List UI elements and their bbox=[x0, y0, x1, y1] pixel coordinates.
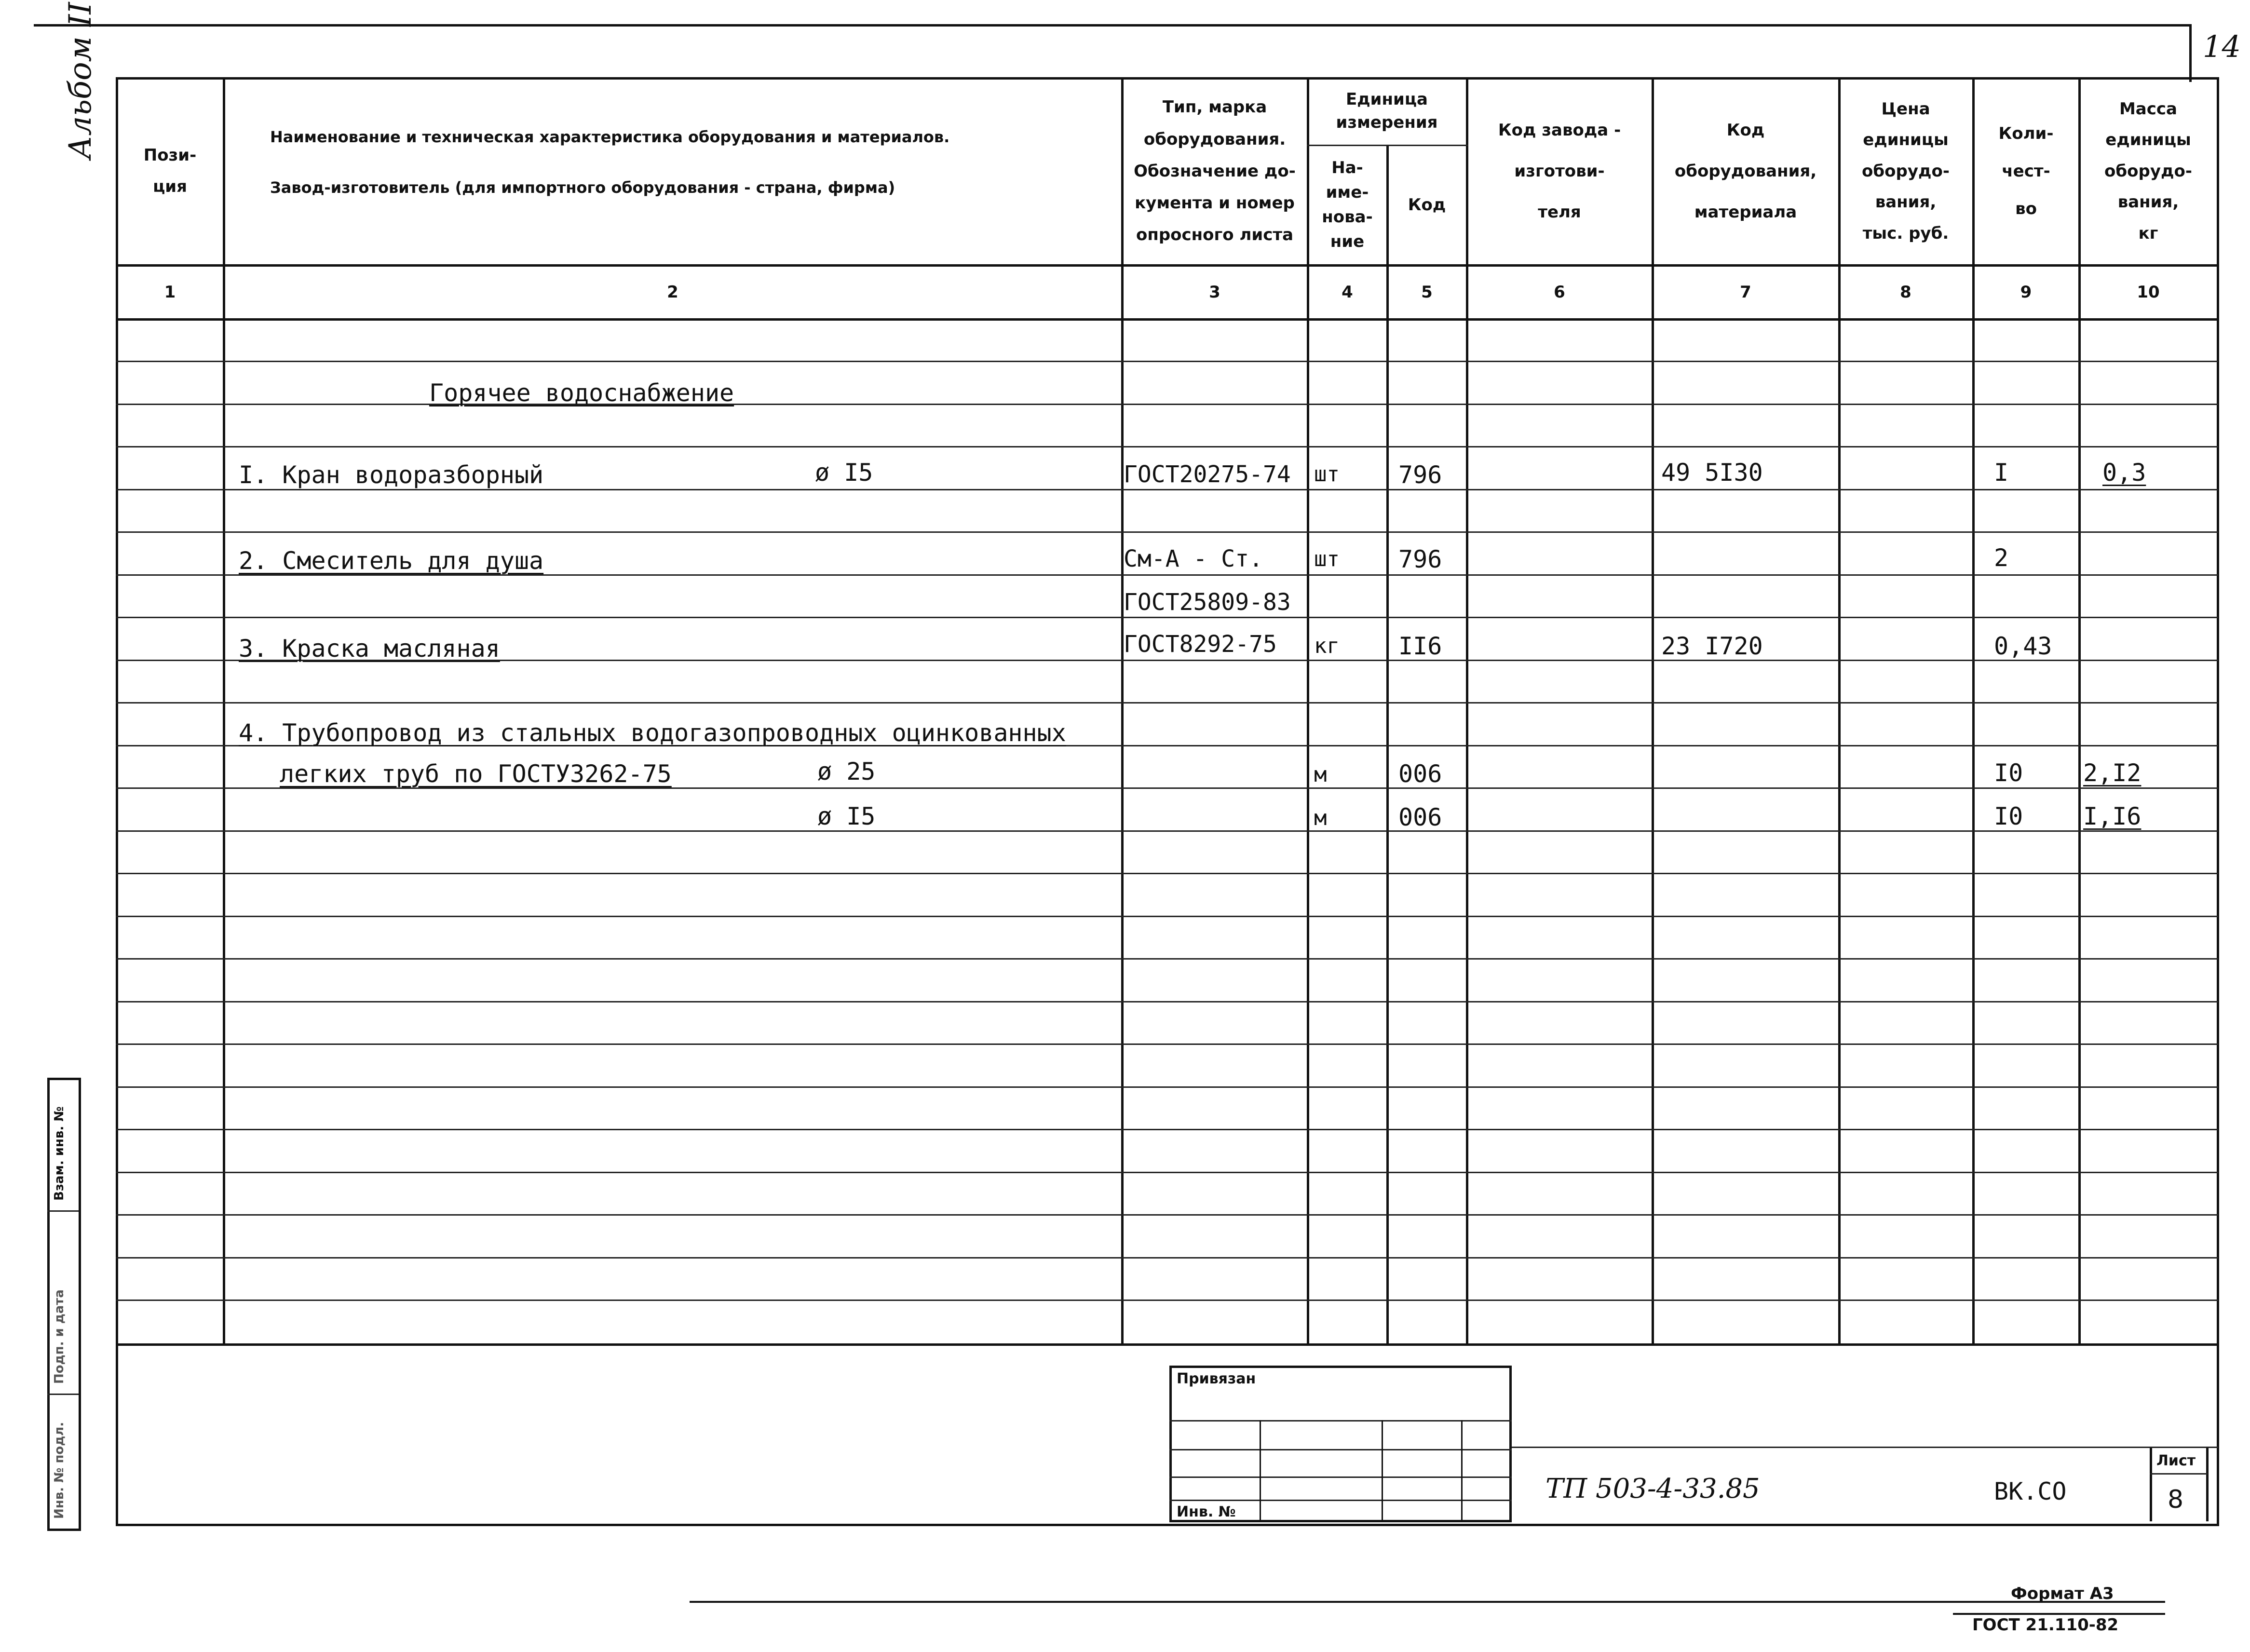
header-equipment-code: Код оборудования, материала bbox=[1674, 120, 1817, 222]
row-3-type: ГОСТ8292-75 bbox=[1124, 631, 1277, 658]
column-number: 9 bbox=[2020, 282, 2032, 302]
row-3-unit: кг bbox=[1314, 634, 1340, 658]
ruled-line bbox=[116, 1214, 2218, 1216]
corner-divider bbox=[2189, 24, 2192, 82]
header-unit-group: Единица измерения bbox=[1336, 90, 1438, 132]
row-3-equipment-code: 23 I720 bbox=[1661, 632, 1763, 660]
ruled-line bbox=[116, 1257, 2218, 1259]
row-4a-unit-code: 006 bbox=[1398, 760, 1442, 788]
row-2-unit: шт bbox=[1314, 547, 1340, 571]
row-2-unit-code: 796 bbox=[1398, 545, 1442, 573]
row-1-diameter: ø I5 bbox=[815, 459, 873, 487]
binding-stamp bbox=[1169, 1366, 1512, 1522]
row-1-unit-code: 796 bbox=[1398, 461, 1442, 489]
ruled-line bbox=[116, 830, 2218, 832]
ruled-line bbox=[116, 1043, 2218, 1045]
sheet-label: Лист bbox=[2156, 1452, 2196, 1469]
row-4b-diameter: ø I5 bbox=[817, 802, 876, 830]
row-2-quantity: 2 bbox=[1994, 544, 2009, 572]
sheet-number: 8 bbox=[2168, 1485, 2184, 1514]
row-1-name: I. Кран водоразборный bbox=[239, 461, 544, 489]
ruled-line bbox=[116, 958, 2218, 960]
ruled-line bbox=[116, 1001, 2218, 1002]
column-number: 6 bbox=[1554, 282, 1565, 302]
ruled-line bbox=[116, 1129, 2218, 1130]
gost-label: ГОСТ 21.110-82 bbox=[1972, 1615, 2119, 1635]
row-2-type: См-А - Ст. bbox=[1124, 545, 1263, 572]
row-1-mass: 0,3 bbox=[2102, 459, 2146, 487]
row-4a-quantity: I0 bbox=[1994, 759, 2023, 787]
ruled-line bbox=[116, 873, 2218, 874]
row-1-type: ГОСТ20275-74 bbox=[1124, 461, 1291, 488]
footer-rule bbox=[690, 1601, 2165, 1603]
header-position: Пози- ция bbox=[143, 146, 197, 196]
row-4a-diameter: ø 25 bbox=[817, 758, 876, 785]
ruled-line bbox=[116, 489, 2218, 490]
header-name-line2: Завод-изготовитель (для импортного оборудования - страна, фирма) bbox=[270, 178, 895, 197]
row-4a-unit: м bbox=[1314, 762, 1327, 787]
margin-label-vzam: Взам. инв. № bbox=[52, 1106, 67, 1201]
column-number: 4 bbox=[1342, 282, 1353, 302]
column-number: 7 bbox=[1740, 282, 1751, 302]
row-4b-unit: м bbox=[1314, 806, 1327, 830]
header-unit-name: На- име- нова- ние bbox=[1322, 158, 1373, 251]
row-1-quantity: I bbox=[1994, 459, 2009, 487]
ruled-line bbox=[116, 1172, 2218, 1173]
header-factory-code: Код завода - изготови- теля bbox=[1498, 120, 1621, 222]
margin-label-inv: Инв. № подл. bbox=[52, 1422, 67, 1519]
row-4b-mass: I,I6 bbox=[2083, 802, 2142, 830]
column-number: 3 bbox=[1209, 282, 1220, 302]
ruled-line bbox=[116, 446, 2218, 447]
document-mark: ВК.СО bbox=[1994, 1477, 2067, 1505]
row-4a-mass: 2,I2 bbox=[2083, 759, 2142, 787]
column-number: 10 bbox=[2137, 282, 2160, 302]
column-number: 5 bbox=[1421, 282, 1433, 302]
header-unit-code: Код bbox=[1408, 195, 1446, 215]
row-4a-name: легких труб по ГОСТУ3262-75 bbox=[280, 760, 672, 788]
album-signature: Альбом II bbox=[63, 2, 98, 159]
row-4-name: 4. Трубопровод из стальных водогазопроводных оцинкованных bbox=[239, 719, 1066, 747]
column-number: 8 bbox=[1900, 282, 1911, 302]
margin-label-podp: Подп. и дата bbox=[52, 1289, 67, 1384]
ruled-line bbox=[116, 617, 2218, 618]
privyazan-label: Привязан bbox=[1177, 1370, 1256, 1387]
header-quantity: Коли- чест- во bbox=[1998, 123, 2054, 219]
row-2b-type: ГОСТ25809-83 bbox=[1124, 589, 1291, 616]
format-label: Формат А3 bbox=[2011, 1584, 2114, 1603]
sheet-corner-number: 14 bbox=[2203, 29, 2241, 64]
row-4b-unit-code: 006 bbox=[1398, 803, 1442, 831]
ruled-line bbox=[116, 361, 2218, 362]
document-code: ТП 503-4-33.85 bbox=[1545, 1473, 1760, 1504]
row-1-equipment-code: 49 5I30 bbox=[1661, 459, 1763, 487]
ruled-line bbox=[116, 531, 2218, 533]
header-name-line1: Наименование и техническая характеристика оборудования и материалов. bbox=[270, 128, 950, 146]
section-title: Горячее водоснабжение bbox=[429, 379, 734, 407]
row-3-quantity: 0,43 bbox=[1994, 632, 2052, 660]
ruled-line bbox=[116, 702, 2218, 704]
row-2-name: 2. Смеситель для душа bbox=[239, 547, 544, 575]
row-1-unit: шт bbox=[1314, 462, 1340, 487]
header-mass: Масса единицы оборудо- вания, кг bbox=[2104, 99, 2192, 243]
inv-no-label: Инв. № bbox=[1177, 1503, 1236, 1520]
ruled-line bbox=[116, 916, 2218, 917]
row-4b-quantity: I0 bbox=[1994, 802, 2023, 830]
row-3-unit-code: II6 bbox=[1398, 632, 1442, 660]
row-3-name: 3. Краска масляная bbox=[239, 635, 500, 663]
ruled-line bbox=[116, 1086, 2218, 1088]
header-price: Цена единицы оборудо- вания, тыс. руб. bbox=[1862, 99, 1950, 243]
column-number: 2 bbox=[667, 282, 678, 302]
header-type: Тип, марка оборудования. Обозначение до- кумента и номер опросного листа bbox=[1134, 97, 1296, 245]
top-rule bbox=[34, 24, 2189, 27]
column-number: 1 bbox=[164, 282, 176, 302]
ruled-line bbox=[116, 1300, 2218, 1301]
